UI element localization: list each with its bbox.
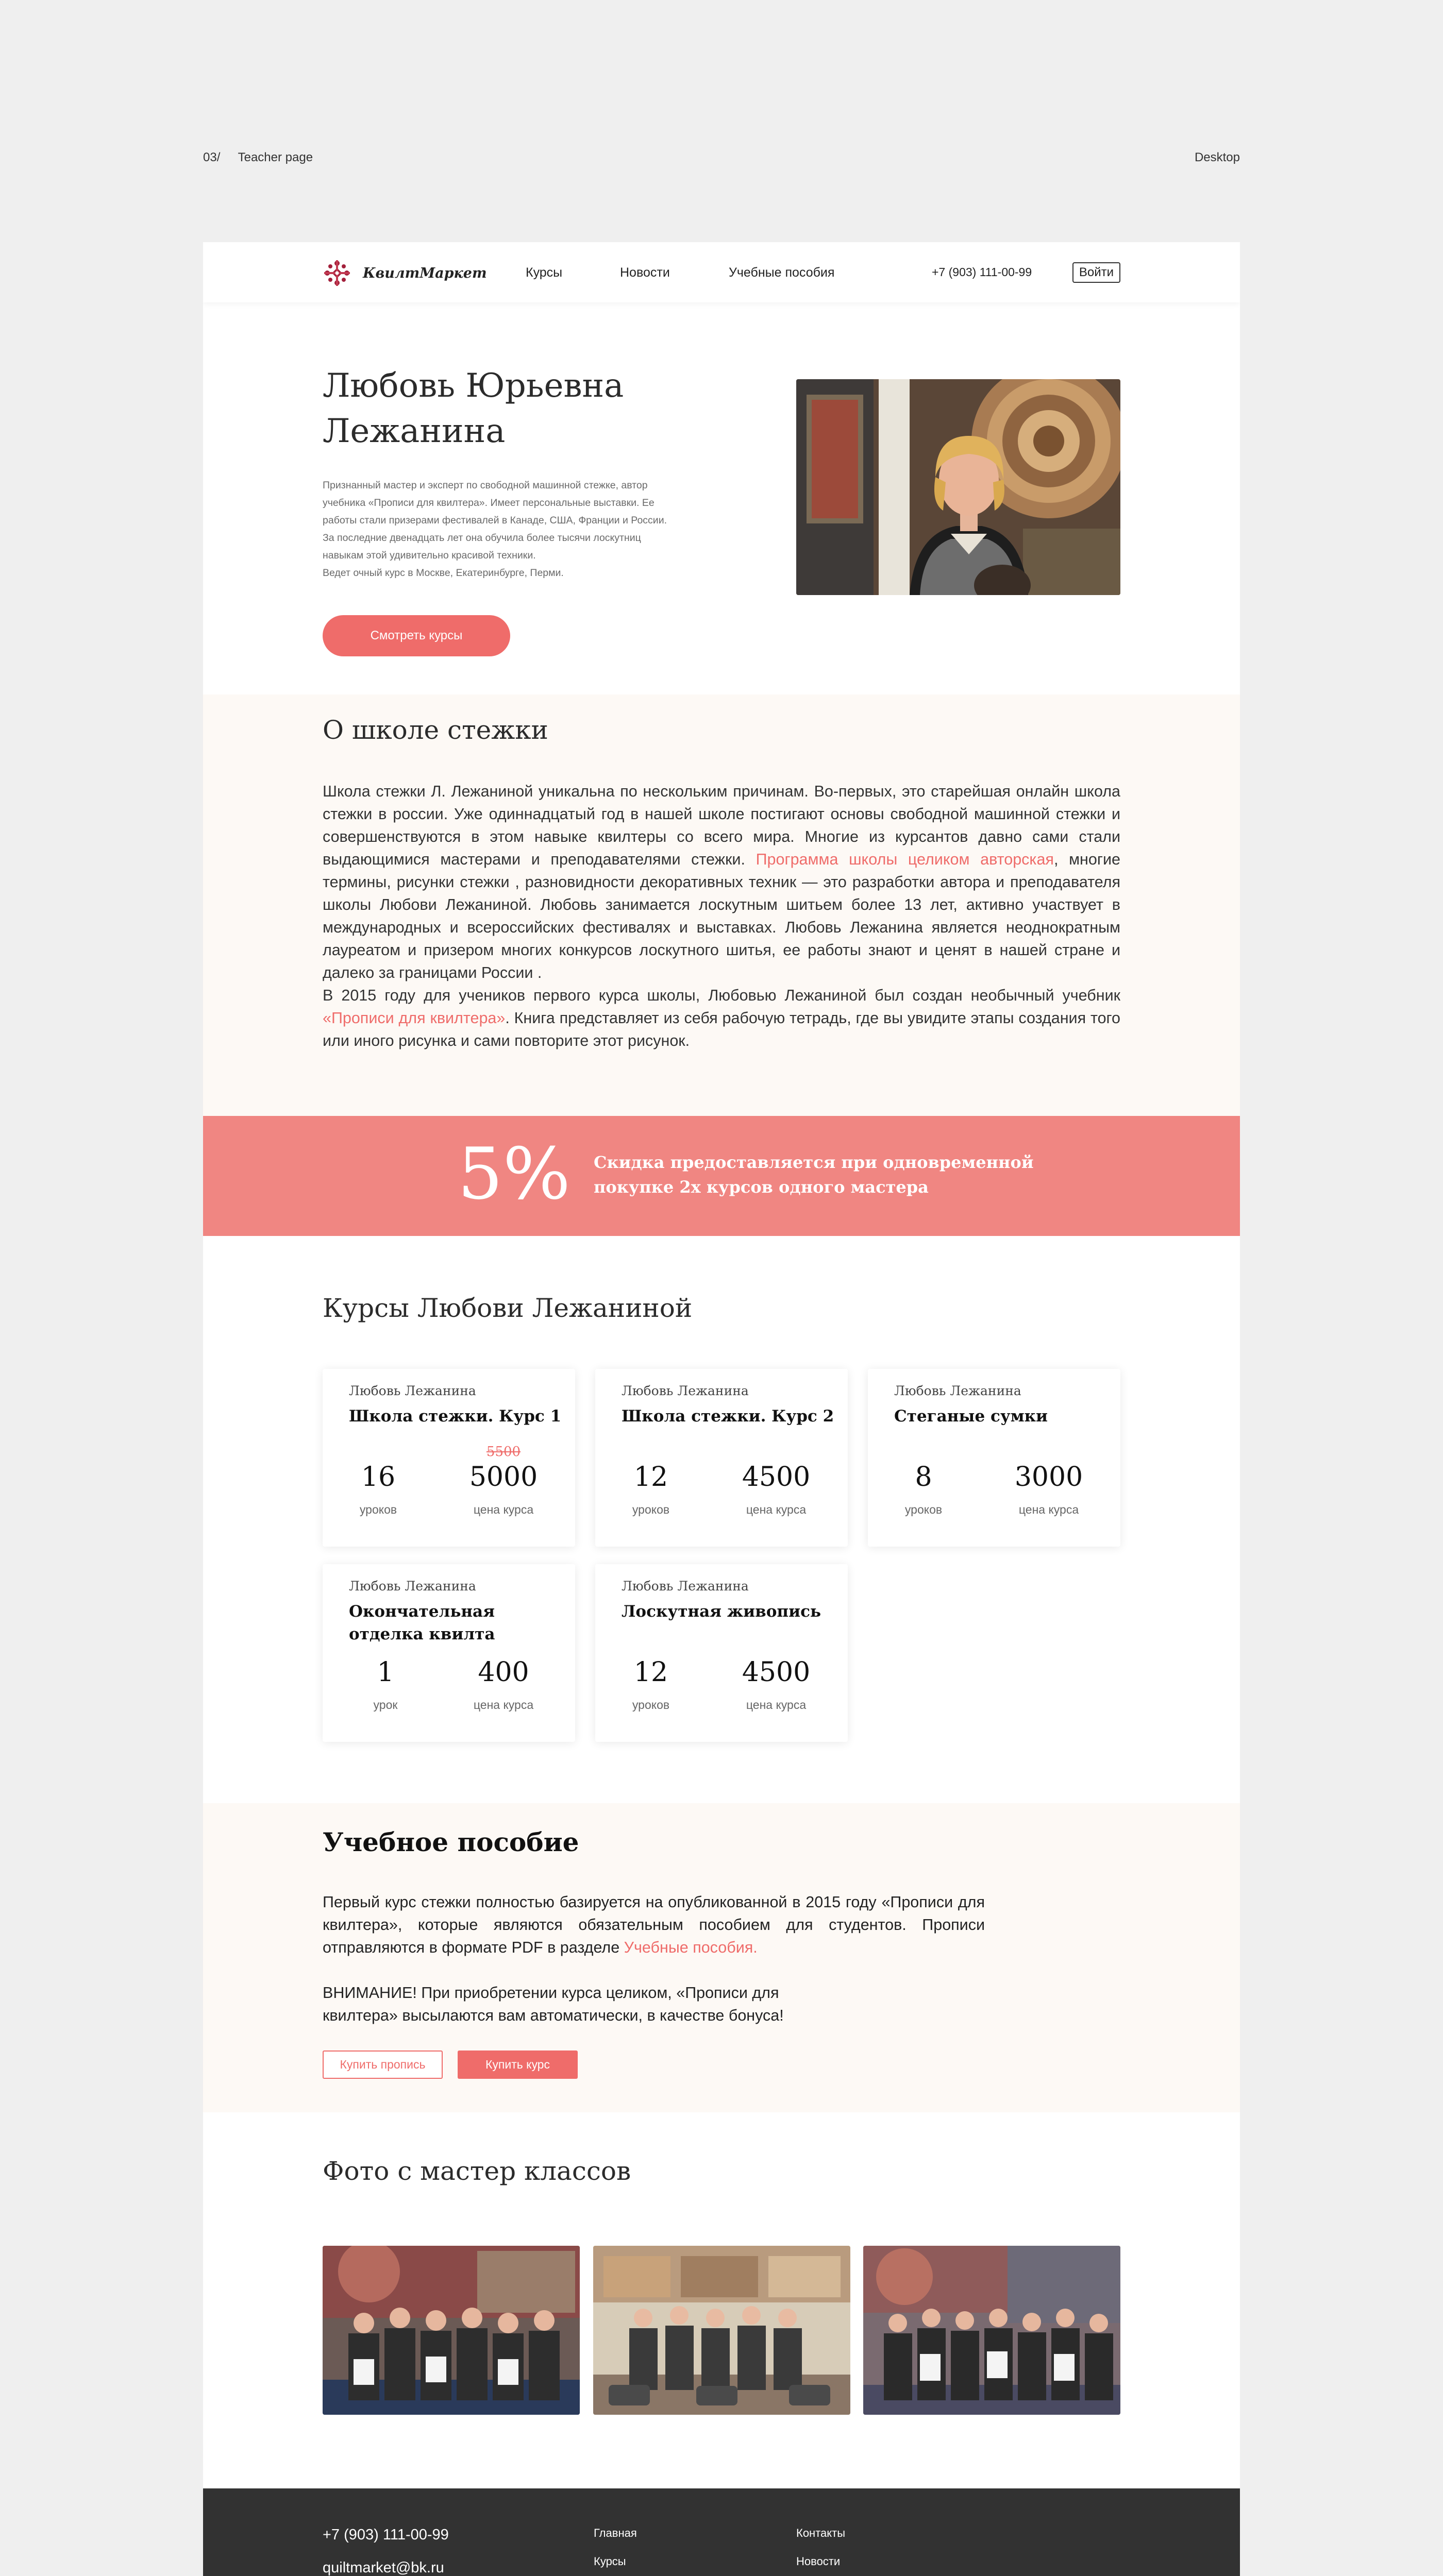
course-author: Любовь Лежанина xyxy=(894,1383,1021,1398)
photos-title: Фото с мастер классов xyxy=(323,2156,631,2186)
site-header xyxy=(203,242,1240,302)
lessons-count: 8 xyxy=(915,1462,932,1493)
login-button[interactable]: Войти xyxy=(1072,262,1120,283)
lessons-count: 12 xyxy=(633,1462,668,1493)
price-label: цена курса xyxy=(473,1698,534,1711)
discount-value: 5% xyxy=(458,1132,571,1215)
lessons-count: 12 xyxy=(633,1657,668,1688)
course-lessons xyxy=(872,1461,975,1517)
course-lessons xyxy=(327,1461,430,1517)
textbook-section xyxy=(203,1803,1240,2112)
courses-title: Курсы Любови Лежаниной xyxy=(323,1293,693,1323)
buy-copybook-button[interactable]: Купить пропись xyxy=(323,2050,443,2079)
footer-email[interactable]: quiltmarket@bk.ru xyxy=(323,2560,444,2576)
price-value: 3000 xyxy=(1014,1462,1083,1493)
price-value: 400 xyxy=(478,1657,529,1688)
course-card[interactable] xyxy=(595,1369,848,1547)
lessons-label: урок xyxy=(373,1698,398,1711)
lessons-label: уроков xyxy=(359,1503,397,1516)
price-value: 5000 xyxy=(469,1462,538,1493)
desc-line: За последние двенадцать лет она обучила более тысячи лоскутниц xyxy=(323,532,641,544)
device-label: Desktop xyxy=(1194,150,1240,164)
masterclass-photo[interactable] xyxy=(593,2246,850,2415)
course-lessons xyxy=(334,1656,437,1712)
masterclass-photo[interactable] xyxy=(323,2246,580,2415)
logo-text: КвилтМаркет xyxy=(363,265,487,281)
page-frame xyxy=(203,242,1240,2576)
discount-text-line: покупке 2х курсов одного мастера xyxy=(594,1177,929,1197)
price-label: цена курса xyxy=(1018,1503,1079,1516)
course-old-price: 5500 xyxy=(486,1444,521,1460)
discount-text-line: Скидка предоставляется при одновременной xyxy=(594,1153,1034,1172)
footer-link-courses[interactable]: Курсы xyxy=(594,2555,626,2568)
nav-courses[interactable]: Курсы xyxy=(526,265,563,280)
teacher-name xyxy=(323,363,709,454)
course-price xyxy=(997,1461,1100,1517)
buy-course-button[interactable]: Купить курс xyxy=(458,2050,578,2079)
course-card[interactable] xyxy=(595,1564,848,1742)
course-lessons xyxy=(599,1656,702,1712)
course-price xyxy=(452,1461,555,1517)
lessons-label: уроков xyxy=(904,1503,943,1516)
view-courses-button[interactable]: Смотреть курсы xyxy=(323,615,510,656)
textbook-text-part: Первый курс стежки полностью базируется на опубликованной в 2015 году «Прописи для квилтера», которые являются обязательным пособием для студентов. Прописи отправляются в формате PDF в разделе xyxy=(323,1893,985,1956)
course-card[interactable] xyxy=(323,1369,575,1547)
footer-link-contacts[interactable]: Контакты xyxy=(796,2527,846,2539)
course-lessons xyxy=(599,1461,702,1517)
course-author: Любовь Лежанина xyxy=(622,1579,749,1594)
price-value: 4500 xyxy=(742,1462,811,1493)
course-author: Любовь Лежанина xyxy=(622,1383,749,1398)
about-school-section xyxy=(203,694,1240,1116)
desc-line: работы стали призерами фестивалей в Канаде, США, Франции и России. xyxy=(323,515,667,526)
footer-link-news[interactable]: Новости xyxy=(796,2555,841,2568)
price-label: цена курса xyxy=(746,1503,807,1516)
nav-news[interactable]: Новости xyxy=(620,265,670,280)
about-text-part: , многие термины, рисунки стежки , разновидности декоративных техник — это разработки автора и преподавателя школы Любови Лежаниной. Любовь занимается лоскутным шитьем более 13 лет, активно участвует в международных и всероссийских фестивалях и выставках. Любовь Лежанина является неоднократным лауреатом и призером многих конкурсов лоскутного шитья, ее работы знают и ценят в нашей стране и далеко за границами России . xyxy=(323,851,1120,981)
about-text-part: Школа стежки Л. Лежаниной уникальна по нескольким причинам. Во-первых, это старейшая онлайн школа стежки в россии. Уже одиннадцатый год в нашей школе постигают основы свободной машинной стежки и совершенствуются в этом навыке квилтеры со всего мира. Многие из курсантов давно сами стали выдающимися мастерами и преподавателями стежки. xyxy=(323,783,1120,868)
price-label: цена курса xyxy=(746,1698,807,1711)
desc-line: учебника «Прописи для квилтера». Имеет персональные выставки. Ее xyxy=(323,497,655,509)
course-price xyxy=(725,1656,828,1712)
logo[interactable] xyxy=(323,259,487,287)
nav-textbooks[interactable]: Учебные пособия xyxy=(729,265,835,280)
page-meta-label xyxy=(203,150,313,165)
course-title: Стеганые сумки xyxy=(894,1407,1048,1426)
about-paragraph xyxy=(323,984,1120,1052)
course-title: Окончательная отделка квилта xyxy=(349,1602,495,1643)
textbook-notice: ВНИМАНИЕ! При приобретении курса целиком, «Прописи для квилтера» высылаются вам автоматически, в качестве бонуса! xyxy=(323,1984,784,2024)
about-text xyxy=(323,780,1120,1052)
course-title: Лоскутная живопись xyxy=(622,1602,821,1621)
lessons-label: уроков xyxy=(632,1698,670,1711)
textbooks-link[interactable]: Учебные пособия. xyxy=(624,1939,758,1956)
course-card[interactable] xyxy=(323,1564,575,1742)
lessons-count: 16 xyxy=(361,1462,396,1493)
teacher-name-line1: Любовь Юрьевна xyxy=(323,367,624,405)
site-footer xyxy=(203,2488,1240,2576)
about-title: О школе стежки xyxy=(323,715,548,745)
course-title: Школа стежки. Курс 2 xyxy=(622,1407,834,1426)
course-author: Любовь Лежанина xyxy=(349,1383,476,1398)
about-paragraph xyxy=(323,780,1120,984)
course-card[interactable] xyxy=(868,1369,1120,1547)
textbook-title: Учебное пособие xyxy=(323,1827,579,1857)
desc-line: Признанный мастер и эксперт по свободной машинной стежке, автор xyxy=(323,480,648,491)
price-label: цена курса xyxy=(473,1503,534,1516)
header-phone[interactable]: +7 (903) 111-00-99 xyxy=(932,265,1032,279)
desc-line: Ведет очный курс в Москве, Екатеринбурге, Перми. xyxy=(323,567,564,579)
discount-text xyxy=(594,1150,1037,1199)
textbook-text xyxy=(323,1891,985,1959)
discount-banner xyxy=(203,1116,1240,1236)
desc-line: навыкам этой удивительно красивой техники. xyxy=(323,550,536,561)
page-number: 03/ xyxy=(203,150,221,164)
logo-icon xyxy=(323,259,351,287)
program-link[interactable]: Программа школы целиком авторская xyxy=(756,851,1054,868)
about-text-part: . Книга представляет из себя рабочую тетрадь, где вы увидите этапы создания того или иного рисунка и сами повторите этот рисунок. xyxy=(323,1009,1120,1049)
course-price xyxy=(452,1656,555,1712)
course-title: Школа стежки. Курс 1 xyxy=(349,1407,562,1426)
teacher-description xyxy=(323,477,714,582)
footer-link-home[interactable]: Главная xyxy=(594,2527,637,2539)
price-value: 4500 xyxy=(742,1657,811,1688)
course-price xyxy=(725,1461,828,1517)
teacher-name-line2: Лежанина xyxy=(323,412,506,450)
copybook-link[interactable]: «Прописи для квилтера» xyxy=(323,1009,506,1027)
lessons-label: уроков xyxy=(632,1503,670,1516)
lessons-count: 1 xyxy=(377,1657,394,1688)
about-text-part: В 2015 году для учеников первого курса школы, Любовью Лежаниной был создан необычный учебник xyxy=(323,987,1120,1004)
course-author: Любовь Лежанина xyxy=(349,1579,476,1594)
teacher-photo xyxy=(796,379,1120,595)
footer-phone[interactable]: +7 (903) 111-00-99 xyxy=(323,2527,449,2543)
page-name: Teacher page xyxy=(238,150,313,164)
masterclass-photo[interactable] xyxy=(863,2246,1120,2415)
